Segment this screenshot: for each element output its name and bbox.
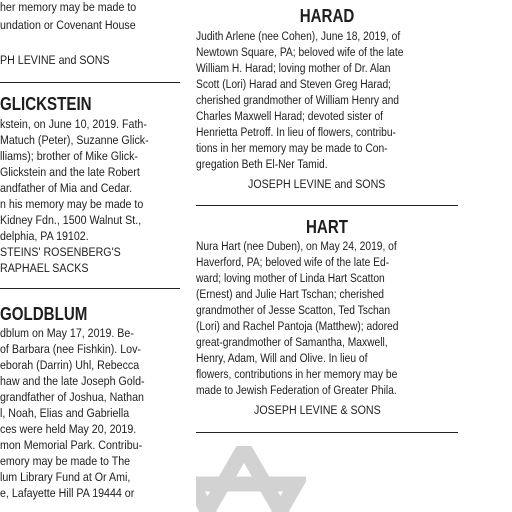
notice-text-line: Glickstein and the late Robert: [0, 165, 140, 179]
obituary-name-heading: HARAD: [299, 6, 355, 26]
star-of-david-icon: [196, 446, 306, 512]
notice-text-line: Henrietta Petroff. In lieu of flowers, contribu-: [196, 125, 396, 139]
obituary-name-heading: HART: [306, 217, 348, 237]
funeral-home-line: JOSEPH LEVINE & SONS: [254, 403, 381, 417]
notice-text-line: eborah (Darrin) Uhl, Rebecca: [0, 358, 140, 372]
divider-rule: [196, 205, 458, 206]
notice-text-line: Judith Arlene (nee Cohen), June 18, 2019, of: [196, 29, 401, 43]
notice-text-line: flowers, contributions in her memory may be: [196, 367, 398, 381]
notice-text-line: e, Lafayette Hill PA 19444 or: [0, 486, 135, 500]
notice-text-line: (Lori) and Rachel Pantoja (Matthew); adored: [196, 319, 399, 333]
divider-rule: [0, 288, 180, 289]
notice-text-line: Newtown Square, PA; beloved wife of the late: [196, 45, 404, 59]
notice-text-line: Matuch (Peter), Suzanne Glick-: [0, 133, 149, 147]
notice-text-line: andfather of Mia and Cedar.: [0, 181, 133, 195]
notice-text-line: n his memory may be made to: [0, 197, 144, 211]
notice-text-line: grandfather of Joshua, Nathan: [0, 390, 144, 404]
notice-text-line: undation or Covenant House: [0, 18, 136, 32]
notice-text-line: haw and the late Joseph Gold-: [0, 374, 145, 388]
obituary-name-heading: GOLDBLUM: [0, 304, 88, 324]
notice-text-line: Charles Maxwell Harad; devoted sister of: [196, 109, 384, 123]
notice-text-line: dblum on May 17, 2019. Be-: [0, 326, 134, 340]
funeral-home-line: RAPHAEL SACKS: [0, 261, 89, 275]
notice-text-line: Scott (Lori) Harad and Steven Greg Harad;: [196, 77, 392, 91]
notice-text-line: cherished grandmother of William Henry and: [196, 93, 400, 107]
notice-text-line: her memory may be made to: [0, 0, 137, 14]
notice-text-line: mon Memorial Park. Contribu-: [0, 438, 143, 452]
notice-text-line: l, Noah, Elias and Gabriella: [0, 406, 130, 420]
notice-text-line: delphia, PA 19102.: [0, 229, 89, 243]
notice-text-line: kstein, on June 10, 2019. Fath-: [0, 117, 147, 131]
notice-text-line: Henry, Adam, Will and Olive. In lieu of: [196, 351, 368, 365]
notice-text-line: tions in her memory may be made to Con-: [196, 141, 388, 155]
notice-text-line: ces were held May 20, 2019.: [0, 422, 137, 436]
divider-rule: [196, 432, 458, 433]
notice-text-line: Kidney Fdn., 1500 Walnut St.,: [0, 213, 142, 227]
notice-text-line: gregation Beth El-Ner Tamid.: [196, 157, 328, 171]
notice-text-line: lliams); brother of Mike Glick-: [0, 149, 138, 163]
obituary-name-heading: GLICKSTEIN: [0, 94, 92, 114]
divider-rule: [0, 82, 180, 83]
funeral-home-line: JOSEPH LEVINE and SONS: [248, 177, 386, 191]
funeral-home-line: PH LEVINE and SONS: [0, 53, 110, 67]
funeral-home-line: STEINS' ROSENBERG'S: [0, 245, 121, 259]
notice-text-line: Nura Hart (nee Duben), on May 24, 2019, of: [196, 239, 397, 253]
notice-text-line: William H. Harad; loving mother of Dr. Alan: [196, 61, 391, 75]
notice-text-line: ward; loving mother of Linda Hart Scatton: [196, 271, 385, 285]
notice-text-line: made to Jewish Federation of Greater Phila.: [196, 383, 397, 397]
notice-text-line: lum Library Fund at Or Ami,: [0, 470, 131, 484]
notice-text-line: (Ernest) and Julie Hart Tschan; cherished: [196, 287, 384, 301]
notice-text-line: emory may be made to The: [0, 454, 131, 468]
notice-text-line: Haverford, PA; beloved wife of the late Ed-: [196, 255, 390, 269]
notice-text-line: of Barbara (nee Fishkin). Lov-: [0, 342, 141, 356]
notice-text-line: grandmother of Jesse Scatton, Ted Tschan: [196, 303, 391, 317]
notice-text-line: great-grandmother of Samantha, Maxwell,: [196, 335, 388, 349]
